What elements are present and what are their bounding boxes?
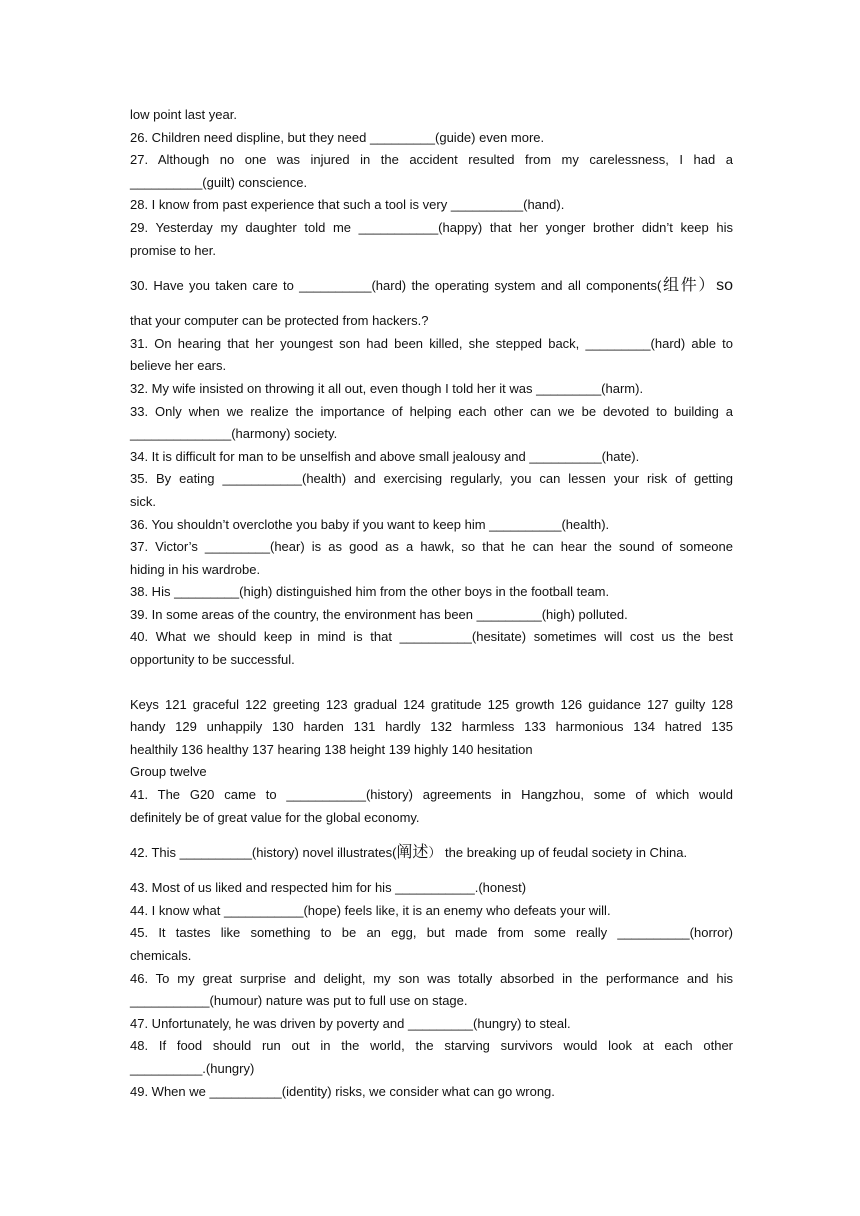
text-line: chemicals. <box>130 948 192 963</box>
question-31: 31. On hearing that her youngest son had been killed, she stepped back, _________(hard) able to <box>130 335 733 351</box>
question-36: 36. You shouldn’t overclothe you baby if you want to keep him __________(health). <box>130 516 610 532</box>
text-line: promise to her. <box>130 242 216 258</box>
text-line: ______________(harmony) society. <box>130 426 338 442</box>
answer-keys: handy 129 unhappily 130 harden 131 hardly 132 harmless 133 harmonious 134 hatred 135 <box>130 719 733 735</box>
question-46: 46. To my great surprise and delight, my son was totally absorbed in the performance and his <box>130 970 733 986</box>
question-42 <box>130 839 733 867</box>
question-30-text: 30. Have you taken care to __________(hard) the operating system and all components( <box>130 278 662 294</box>
question-43: 43. Most of us liked and respected him for his ___________.(honest) <box>130 880 527 896</box>
question-40: 40. What we should keep in mind is that __________(hesitate) sometimes will cost us the best <box>130 629 733 645</box>
text-line: hiding in his wardrobe. <box>130 561 261 577</box>
question-39: 39. In some areas of the country, the environment has been _________(high) polluted. <box>130 606 628 622</box>
question-41: 41. The G20 came to ___________(history) agreements in Hangzhou, some of which would <box>130 787 733 803</box>
text-line: __________(guilt) conscience. <box>130 174 308 190</box>
chinese-gloss: 阐述 <box>396 844 429 862</box>
answer-keys: healthily 136 healthy 137 hearing 138 height 139 highly 140 hesitation <box>130 741 533 757</box>
question-30-tail: ）so <box>698 277 733 295</box>
question-49: 49. When we __________(identity) risks, we consider what can go wrong. <box>130 1083 555 1099</box>
text-line: __________.(hungry) <box>130 1060 255 1076</box>
question-28: 28. I know from past experience that such a tool is very __________(hand). <box>130 197 565 213</box>
question-34: 34. It is difficult for man to be unselfish and above small jealousy and __________(hate). <box>130 448 640 464</box>
chinese-gloss: 组件 <box>661 277 699 295</box>
question-42-tail: ） the breaking up of feudal society in China. <box>428 845 688 861</box>
text-line: that your computer can be protected from hackers.? <box>130 313 429 329</box>
question-35: 35. By eating ___________(health) and exercising regularly, you can lessen your risk of getting <box>130 471 733 487</box>
text-line: opportunity to be successful. <box>130 652 295 668</box>
text-line: sick. <box>130 493 156 509</box>
question-26: 26. Children need displine, but they need _________(guide) even more. <box>130 129 545 145</box>
question-27: 27. Although no one was injured in the accident resulted from my carelessness, I had a <box>130 152 733 168</box>
question-44: 44. I know what ___________(hope) feels like, it is an enemy who defeats your will. <box>130 902 611 918</box>
answer-keys: Keys 121 graceful 122 greeting 123 gradual 124 gratitude 125 growth 126 guidance 127 guilty 128 <box>130 696 733 712</box>
question-42-text: 42. This __________(history) novel illustrates( <box>130 845 397 861</box>
question-32: 32. My wife insisted on throwing it all out, even though I told her it was _________(harm). <box>130 380 644 396</box>
group-heading: Group twelve <box>130 764 207 780</box>
question-48: 48. If food should run out in the world, the starving survivors would look at each other <box>130 1038 733 1054</box>
question-47: 47. Unfortunately, he was driven by poverty and _________(hungry) to steal. <box>130 1015 571 1031</box>
text-line: definitely be of great value for the global economy. <box>130 809 420 825</box>
question-37: 37. Victor’s _________(hear) is as good as a hawk, so that he can hear the sound of someone <box>130 539 733 555</box>
text-line: believe her ears. <box>130 358 227 374</box>
question-45: 45. It tastes like something to be an egg, but made from some really __________(horror) <box>130 925 733 941</box>
text-line: low point last year. <box>130 107 237 122</box>
document-page <box>130 104 733 1103</box>
text-line: ___________(humour) nature was put to full use on stage. <box>130 993 468 1009</box>
question-29: 29. Yesterday my daughter told me ___________(happy) that her yonger brother didn’t keep his <box>130 219 733 235</box>
question-33: 33. Only when we realize the importance of helping each other can we be devoted to building a <box>130 403 733 419</box>
question-38: 38. His _________(high) distinguished him from the other boys in the football team. <box>130 584 610 600</box>
question-30 <box>130 272 733 300</box>
